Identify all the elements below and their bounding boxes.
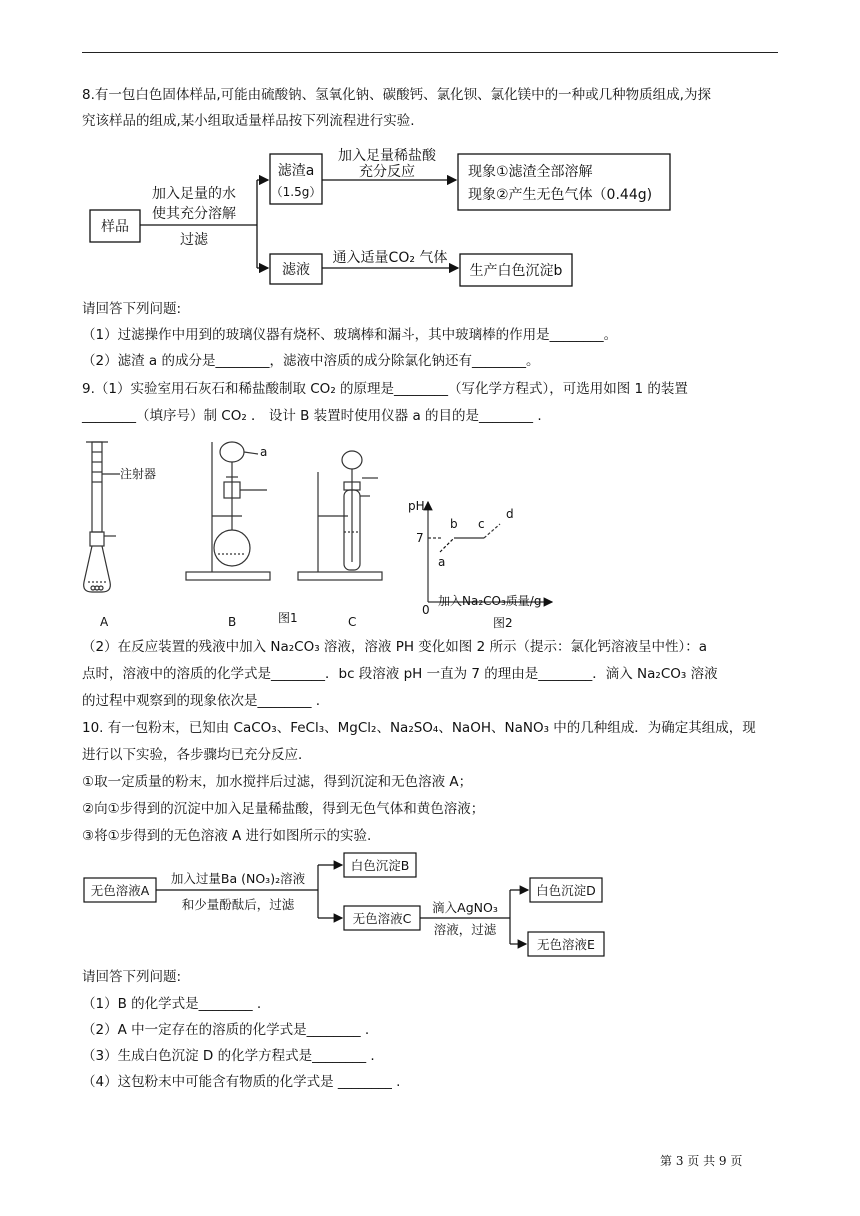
step1-label-b: 使其充分溶解 (152, 206, 236, 222)
add1-label-a: 加入过量Ba (NO₃)₂溶液 (170, 871, 306, 886)
header-rule (82, 52, 778, 53)
instrument-a-label: a (260, 445, 268, 459)
q8-sub2: （2）滤渣 a 的成分是________，滤液中溶质的成分除氯化钠还有________。 (82, 353, 540, 369)
syringe-label: 注射器 (120, 467, 157, 481)
q8-line1: 8.有一包白色固体样品,可能由硫酸钠、氢氧化钠、碳酸钙、氯化钡、氯化镁中的一种或几种物质组成,为探 (82, 87, 711, 103)
fig1-caption: 图1 (278, 611, 298, 625)
solution-a-label: 无色溶液A (90, 883, 150, 898)
point-d-label: d (506, 507, 514, 521)
step1-label-a: 加入足量的水 (152, 186, 236, 202)
q9-line5: 的过程中观察到的现象依次是________ . (82, 693, 321, 709)
filtrate-label: 滤液 (282, 262, 310, 278)
q8-flowchart (82, 140, 682, 296)
co2-step-label: 通入适量CO₂ 气体 (332, 250, 448, 266)
precipitate-b-label-10: 白色沉淀B (350, 858, 410, 873)
q9-line2: ________（填序号）制 CO₂ ． 设计 B 装置时使用仪器 a 的目的是________ . (82, 408, 542, 424)
apparatus-c-label: C (348, 615, 357, 629)
ph-graph (428, 502, 552, 602)
precipitate-b-label: 生产白色沉淀b (469, 263, 563, 279)
apparatus-b (186, 442, 270, 580)
q10-step1: ①取一定质量的粉末，加水搅拌后过滤，得到沉淀和无色溶液 A； (82, 774, 473, 790)
q8-prompt: 请回答下列问题: (82, 301, 182, 317)
point-c-label: c (478, 517, 485, 531)
q9-line4: 点时，溶液中的溶质的化学式是________．bc 段溶液 pH 一直为 7 的理由是________．滴入 Na₂CO₃ 溶液 (82, 666, 718, 682)
observation-2: 现象②产生无色气体（0.44g) (468, 187, 653, 203)
residue-a-label: 滤渣a (277, 163, 315, 179)
ph-seven-label: 7 (416, 531, 424, 545)
q9-line3: （2）在反应装置的残液中加入 Na₂CO₃ 溶液，溶液 PH 变化如图 2 所示（提示：氯化钙溶液呈中性）：a (82, 639, 707, 655)
ph-x-axis-label: 加入Na₂CO₃质量/g (438, 594, 542, 608)
q10-sub1: （1）B 的化学式是________ . (82, 996, 262, 1012)
q10-sub2: （2）A 中一定存在的溶质的化学式是________ . (82, 1022, 370, 1038)
q10-flowchart (82, 848, 612, 960)
residue-mass-label: （1.5g） (270, 185, 322, 199)
solution-e-label: 无色溶液E (537, 937, 595, 952)
apparatus-b-label: B (228, 615, 237, 629)
fig2-caption: 图2 (493, 616, 513, 630)
acid-label-a: 加入足量稀盐酸 (338, 148, 436, 164)
add2-label-a: 滴入AgNO₃ (432, 900, 498, 915)
ph-axis-label: pH (408, 499, 425, 513)
q8-line2: 究该样品的组成,某小组取适量样品按下列流程进行实验. (82, 113, 415, 129)
q10-sub4: （4）这包粉末中可能含有物质的化学式是 ________ . (82, 1074, 401, 1090)
q10-step3: ③将①步得到的无色溶液 A 进行如图所示的实验. (82, 828, 372, 844)
q8-sub1: （1）过滤操作中用到的玻璃仪器有烧杯、玻璃棒和漏斗，其中玻璃棒的作用是________。 (82, 327, 618, 343)
sample-label: 样品 (101, 219, 129, 235)
apparatus-c (298, 451, 382, 580)
page-footer: 第 3 页 共 9 页 (660, 1154, 743, 1168)
add1-label-b: 和少量酚酞后，过滤 (181, 897, 295, 912)
q9-line1: 9.（1）实验室用石灰石和稀盐酸制取 CO₂ 的原理是________（写化学方程式），可选用如图 1 的装置 (82, 381, 688, 397)
precipitate-d-label: 白色沉淀D (536, 883, 596, 898)
q10-step2: ②向①步得到的沉淀中加入足量稀盐酸，得到无色气体和黄色溶液； (82, 801, 485, 817)
q10-line2: 进行以下实验，各步骤均已充分反应． (82, 747, 312, 763)
q10-sub3: （3）生成白色沉淀 D 的化学方程式是________ . (82, 1048, 375, 1064)
origin-label: 0 (422, 603, 430, 617)
acid-label-b: 充分反应 (359, 164, 415, 180)
observation-1: 现象①滤渣全部溶解 (468, 164, 593, 180)
q10-prompt: 请回答下列问题: (82, 969, 182, 985)
point-a-label: a (438, 555, 446, 569)
apparatus-a-label: A (100, 615, 109, 629)
apparatus-a (82, 442, 120, 592)
add2-label-b: 溶液，过滤 (433, 922, 497, 937)
q10-line1: 10. 有一包粉末，已知由 CaCO₃、FeCl₃、MgCl₂、Na₂SO₄、NaOH、NaNO₃ 中的几种组成．为确定其组成，现 (82, 720, 756, 736)
point-b-label: b (450, 517, 458, 531)
step1-label-c: 过滤 (180, 232, 208, 248)
solution-c-label: 无色溶液C (352, 911, 412, 926)
